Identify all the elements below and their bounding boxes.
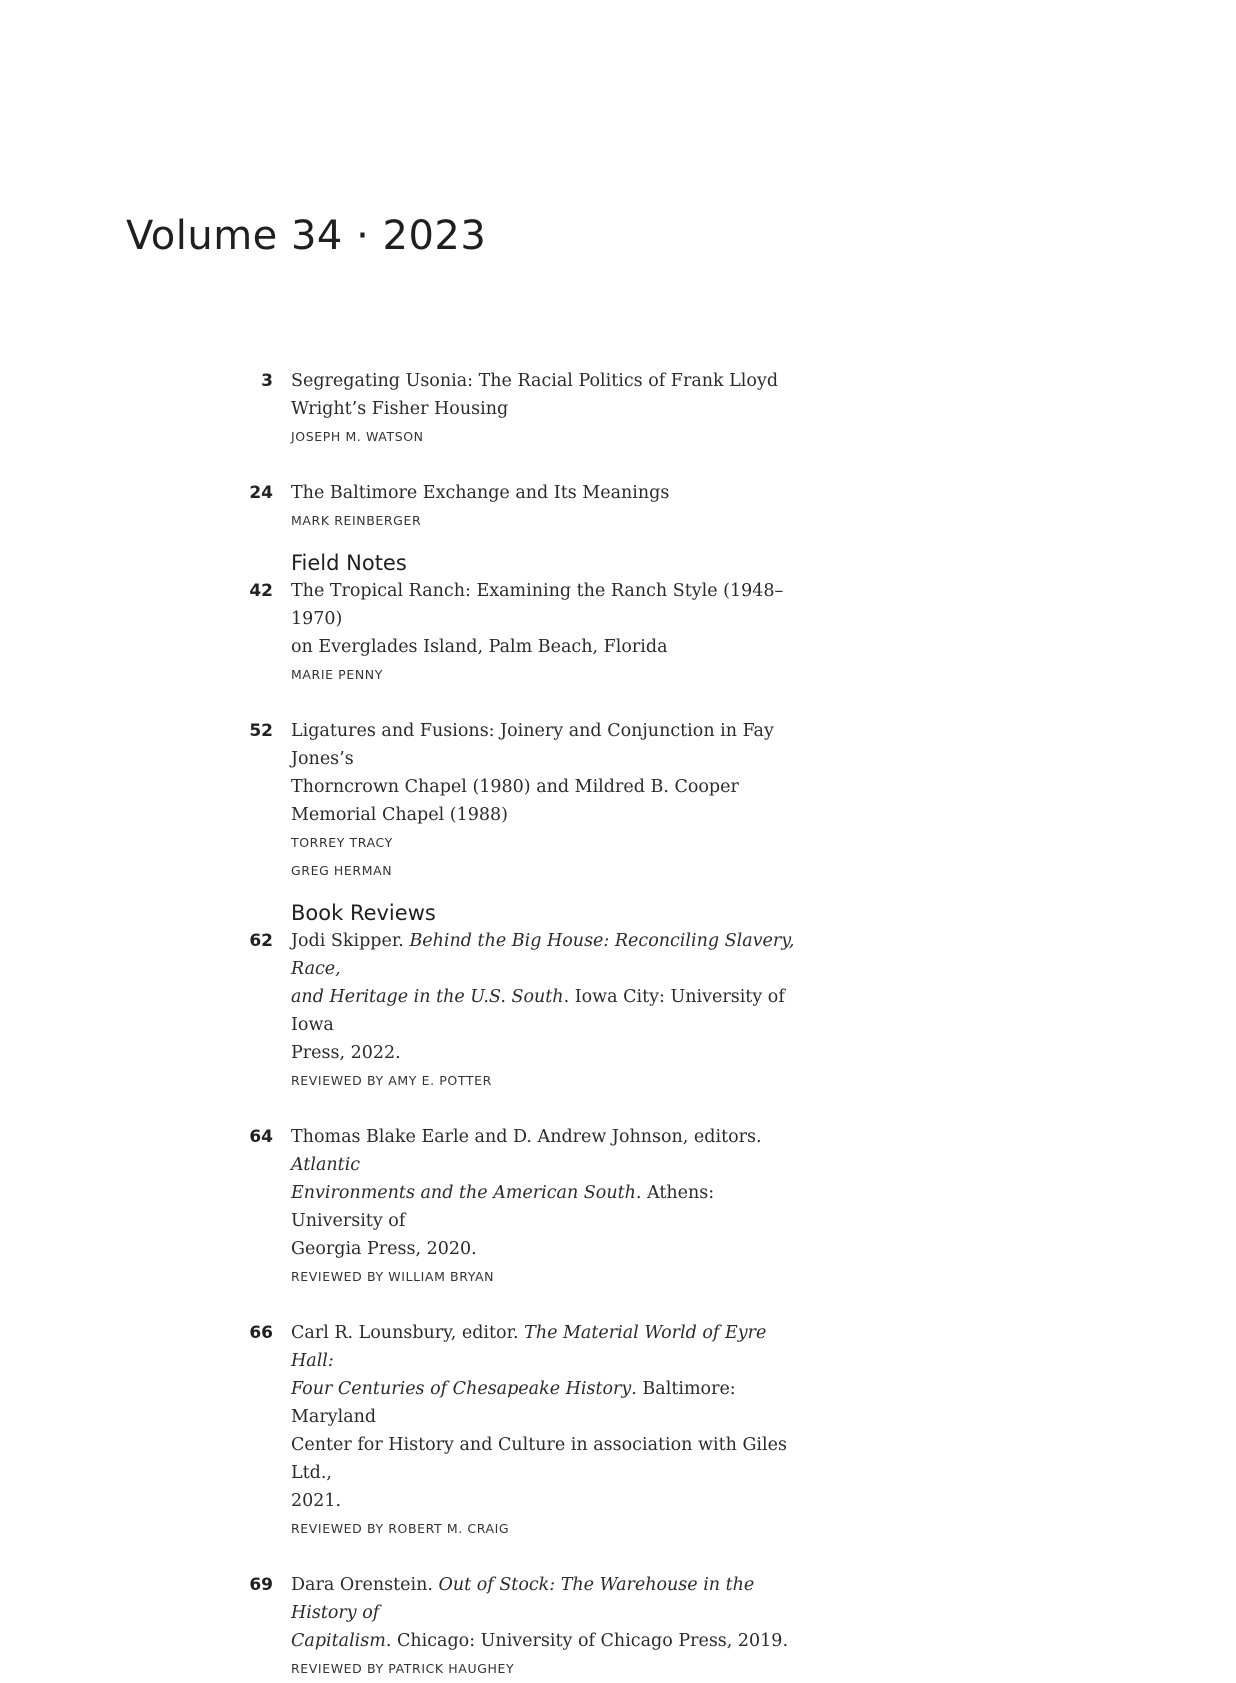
entry-author: TORREY TRACY <box>291 835 393 850</box>
book-author: Jodi Skipper. <box>291 931 410 951</box>
entry-reviewer: REVIEWED BY PATRICK HAUGHEY <box>291 1661 515 1676</box>
toc-entry[interactable] <box>240 367 800 451</box>
book-title: Environments and the American South <box>291 1183 636 1203</box>
entry-title: The Baltimore Exchange and Its Meanings <box>291 483 670 503</box>
book-title: Out of Stock: The Warehouse in the History of <box>291 1575 755 1623</box>
toc-entry[interactable] <box>240 1319 800 1543</box>
entry-title <box>291 1571 800 1655</box>
volume-title: Volume 34 · 2023 <box>126 213 487 259</box>
book-title: The Material World of Eyre Hall: <box>291 1323 767 1371</box>
toc-entry[interactable] <box>240 1571 800 1683</box>
book-publisher: . Baltimore: Maryland <box>291 1379 736 1427</box>
entry-title <box>291 717 800 829</box>
entry-title <box>291 1123 800 1263</box>
page-number: 66 <box>249 1323 273 1343</box>
entry-title <box>291 927 800 1067</box>
page-number: 62 <box>249 931 273 951</box>
book-title: Capitalism <box>291 1631 386 1651</box>
toc-entry[interactable] <box>240 927 800 1095</box>
page-number: 42 <box>249 581 273 601</box>
book-publisher: . Athens: University of <box>291 1183 715 1231</box>
book-title: and Heritage in the U.S. South <box>291 987 564 1007</box>
book-author: Thomas Blake Earle and D. Andrew Johnson, editors. <box>291 1127 762 1147</box>
page-number: 3 <box>261 371 273 391</box>
book-title: Four Centuries of Chesapeake History <box>291 1379 632 1399</box>
entry-author: MARIE PENNY <box>291 667 383 682</box>
entry-title-line: Thorncrown Chapel (1980) and Mildred B. Cooper <box>291 777 739 797</box>
book-publisher: 2021. <box>291 1491 342 1511</box>
entry-title <box>291 1319 800 1515</box>
page-number: 64 <box>249 1127 273 1147</box>
table-of-contents <box>240 367 800 1683</box>
entry-title-line: Memorial Chapel (1988) <box>291 805 508 825</box>
section-heading-book-reviews: Book Reviews <box>291 901 436 925</box>
book-title: Behind the Big House: Reconciling Slavery, Race, <box>291 931 795 979</box>
entry-author: MARK REINBERGER <box>291 513 422 528</box>
entry-title-line: Segregating Usonia: The Racial Politics of Frank Lloyd <box>291 371 779 391</box>
entry-title-line: Ligatures and Fusions: Joinery and Conjunction in Fay Jones’s <box>291 721 774 769</box>
book-publisher: Center for History and Culture in association with Giles Ltd., <box>291 1435 787 1483</box>
entry-reviewer: REVIEWED BY AMY E. POTTER <box>291 1073 492 1088</box>
book-author: Carl R. Lounsbury, editor. <box>291 1323 525 1343</box>
page-number: 24 <box>249 483 273 503</box>
entry-title-line: The Tropical Ranch: Examining the Ranch Style (1948–1970) <box>291 581 784 629</box>
toc-entry[interactable] <box>240 717 800 885</box>
book-publisher: Georgia Press, 2020. <box>291 1239 477 1259</box>
entry-author: GREG HERMAN <box>291 863 393 878</box>
entry-title <box>291 367 800 423</box>
book-publisher: . Iowa City: University of Iowa <box>291 987 785 1035</box>
book-publisher: Press, 2022. <box>291 1043 401 1063</box>
entry-title-line: on Everglades Island, Palm Beach, Florida <box>291 637 668 657</box>
entry-reviewer: REVIEWED BY ROBERT M. CRAIG <box>291 1521 510 1536</box>
entry-reviewer: REVIEWED BY WILLIAM BRYAN <box>291 1269 495 1284</box>
book-author: Dara Orenstein. <box>291 1575 439 1595</box>
entry-title-line: Wright’s Fisher Housing <box>291 399 509 419</box>
book-publisher: . Chicago: University of Chicago Press, 2019. <box>385 1631 789 1651</box>
section-heading-field-notes: Field Notes <box>291 551 407 575</box>
toc-entry[interactable] <box>240 1123 800 1291</box>
toc-entry[interactable] <box>240 577 800 689</box>
toc-entry[interactable] <box>240 479 800 535</box>
page-number: 52 <box>249 721 273 741</box>
book-title: Atlantic <box>291 1155 361 1175</box>
page-number: 69 <box>249 1575 273 1595</box>
entry-title <box>291 577 800 661</box>
entry-author: JOSEPH M. WATSON <box>291 429 424 444</box>
